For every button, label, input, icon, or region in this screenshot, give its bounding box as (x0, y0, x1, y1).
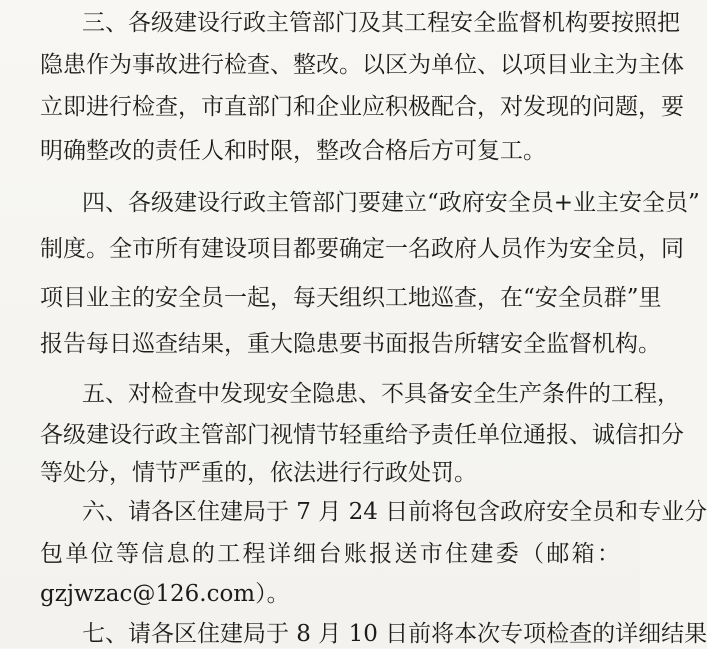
paragraph-3-line-4: 明确整改的责任人和时限，整改合格后方可复工。 (40, 138, 546, 164)
paragraph-7-line-1: 七、请各区住建局于 8 月 10 日前将本次专项检查的详细结果 (82, 621, 707, 647)
paragraph-4-line-4: 报告每日巡查结果，重大隐患要书面报告所辖安全监督机构。 (40, 331, 661, 357)
paragraph-4-line-1: 四、各级建设行政主管部门要建立“政府安全员+业主安全员” (82, 190, 700, 216)
paragraph-6-email-line: gzjwzac@126.com）。 (40, 581, 290, 607)
paragraph-5-line-1: 五、对检查中发现安全隐患、不具备安全生产条件的工程， (82, 381, 680, 407)
paragraph-3-line-3: 立即进行检查，市直部门和企业应积极配合，对发现的问题，要 (40, 94, 684, 120)
paragraph-3-line-2: 隐患作为事故进行检查、整改。以区为单位、以项目业主为主体 (40, 52, 684, 78)
paragraph-4-line-2: 制度。全市所有建设项目都要确定一名政府人员作为安全员，同 (40, 236, 684, 262)
paragraph-3-line-1: 三、各级建设行政主管部门及其工程安全监督机构要按照把 (82, 10, 680, 36)
paragraph-4-line-3: 项目业主的安全员一起，每天组织工地巡查，在“安全员群”里 (40, 285, 662, 311)
paragraph-5-line-2: 各级建设行政主管部门视情节轻重给予责任单位通报、诚信扣分 (40, 422, 684, 448)
paragraph-6-line-1: 六、请各区住建局于 7 月 24 日前将包含政府安全员和专业分 (82, 499, 707, 525)
paragraph-6-line-2: 包单位等信息的工程详细台账报送市住建委（邮箱： (40, 541, 620, 567)
paragraph-5-line-3: 等处分，情节严重的，依法进行行政处罚。 (40, 460, 477, 486)
